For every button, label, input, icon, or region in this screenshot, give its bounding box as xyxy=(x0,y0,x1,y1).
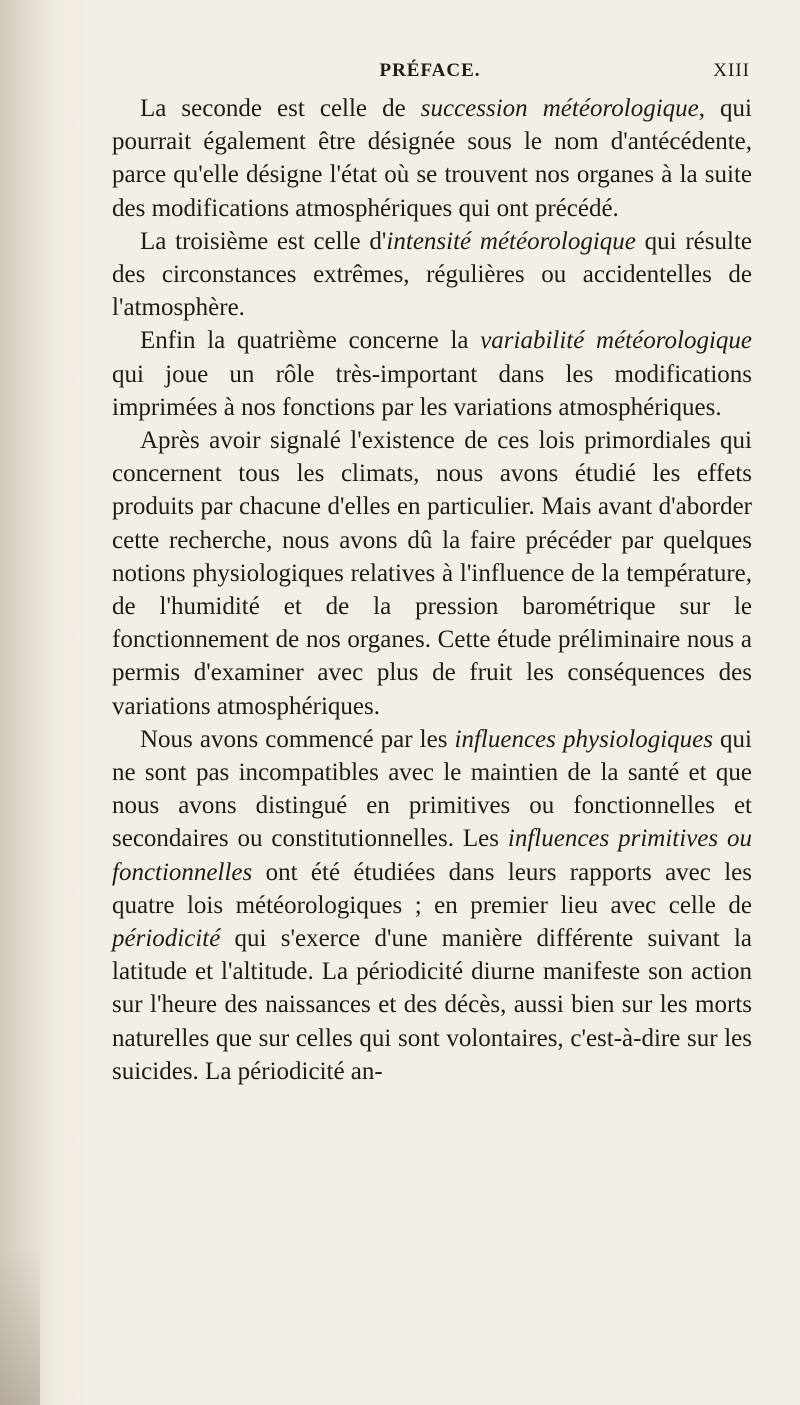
page-number: XIII xyxy=(713,60,750,81)
body-text xyxy=(112,92,752,1088)
italic-term: variabilité météorologique xyxy=(480,327,752,355)
running-title: PRÉFACE. xyxy=(379,60,481,81)
paragraph xyxy=(112,324,752,424)
text-segment: qui résulte des circonstances extrêmes, régulières ou accidentelles de l'atmosphère. xyxy=(112,227,752,322)
text-segment: qui ne sont pas incompatibles avec le maintien de la santé et que nous avons distingué en primitives ou fonctionnelles et secondaires ou constitutionnelles. Les xyxy=(112,725,753,853)
text-segment: qui s'exerce d'une manière différente suivant la latitude et l'altitude. La périodicité diurne manifeste son action sur l'heure des naissances et des décès, aussi bien sur les morts naturelles que sur celles qui sont volontaires, c'est-à-dire sur les suicides. La périodicité an- xyxy=(112,925,752,1085)
paragraph xyxy=(112,225,752,325)
text-segment: La seconde est celle de xyxy=(140,95,421,122)
running-head xyxy=(110,60,750,90)
text-segment: ont été étudiées dans leurs rapports avec les quatre lois météorologiques ; en premier lieu avec celle de xyxy=(112,858,752,919)
text-segment: , qui pourrait également être désignée sous le nom d'antécédente, parce qu'elle désigne l'état où se trouvent nos organes à la suite des modifications atmosphériques qui ont précédé. xyxy=(112,95,752,222)
text-segment: Enfin la quatrième concerne la xyxy=(140,327,481,355)
text-segment: qui joue un rôle très-important dans les modifications imprimées à nos fonctions par les variations atmosphériques. xyxy=(112,360,752,421)
page-gutter-shadow xyxy=(0,0,90,1405)
text-segment: Nous avons commencé par les xyxy=(140,725,455,753)
paragraph xyxy=(112,424,752,723)
page-corner-shadow xyxy=(0,1245,40,1405)
paragraph xyxy=(112,723,752,1088)
italic-term: influences primitives ou fonctionnelles xyxy=(112,825,753,886)
text-segment: Après avoir signalé l'existence de ces lois primordiales qui concernent tous les climats, nous avons étudié les effets produits par chacune d'elles en particulier. Mais avant d'aborder cette recherche, nous avons dû la faire précéder par quelques notions physiologiques relatives à l'influence de la température, de l'humidité et de la pression barométrique sur le fonctionnement de nos organes. Cette étude préliminaire nous a permis d'examiner avec plus de fruit les conséquences des variations atmosphériques. xyxy=(112,427,752,720)
italic-term: périodicité xyxy=(112,925,221,953)
text-segment: La troisième est celle d' xyxy=(140,227,387,255)
italic-term: influences physiologiques xyxy=(454,725,713,753)
italic-term: intensité météorologique xyxy=(386,227,636,255)
italic-term: succession météorologique xyxy=(420,95,699,122)
paragraph xyxy=(112,92,752,225)
